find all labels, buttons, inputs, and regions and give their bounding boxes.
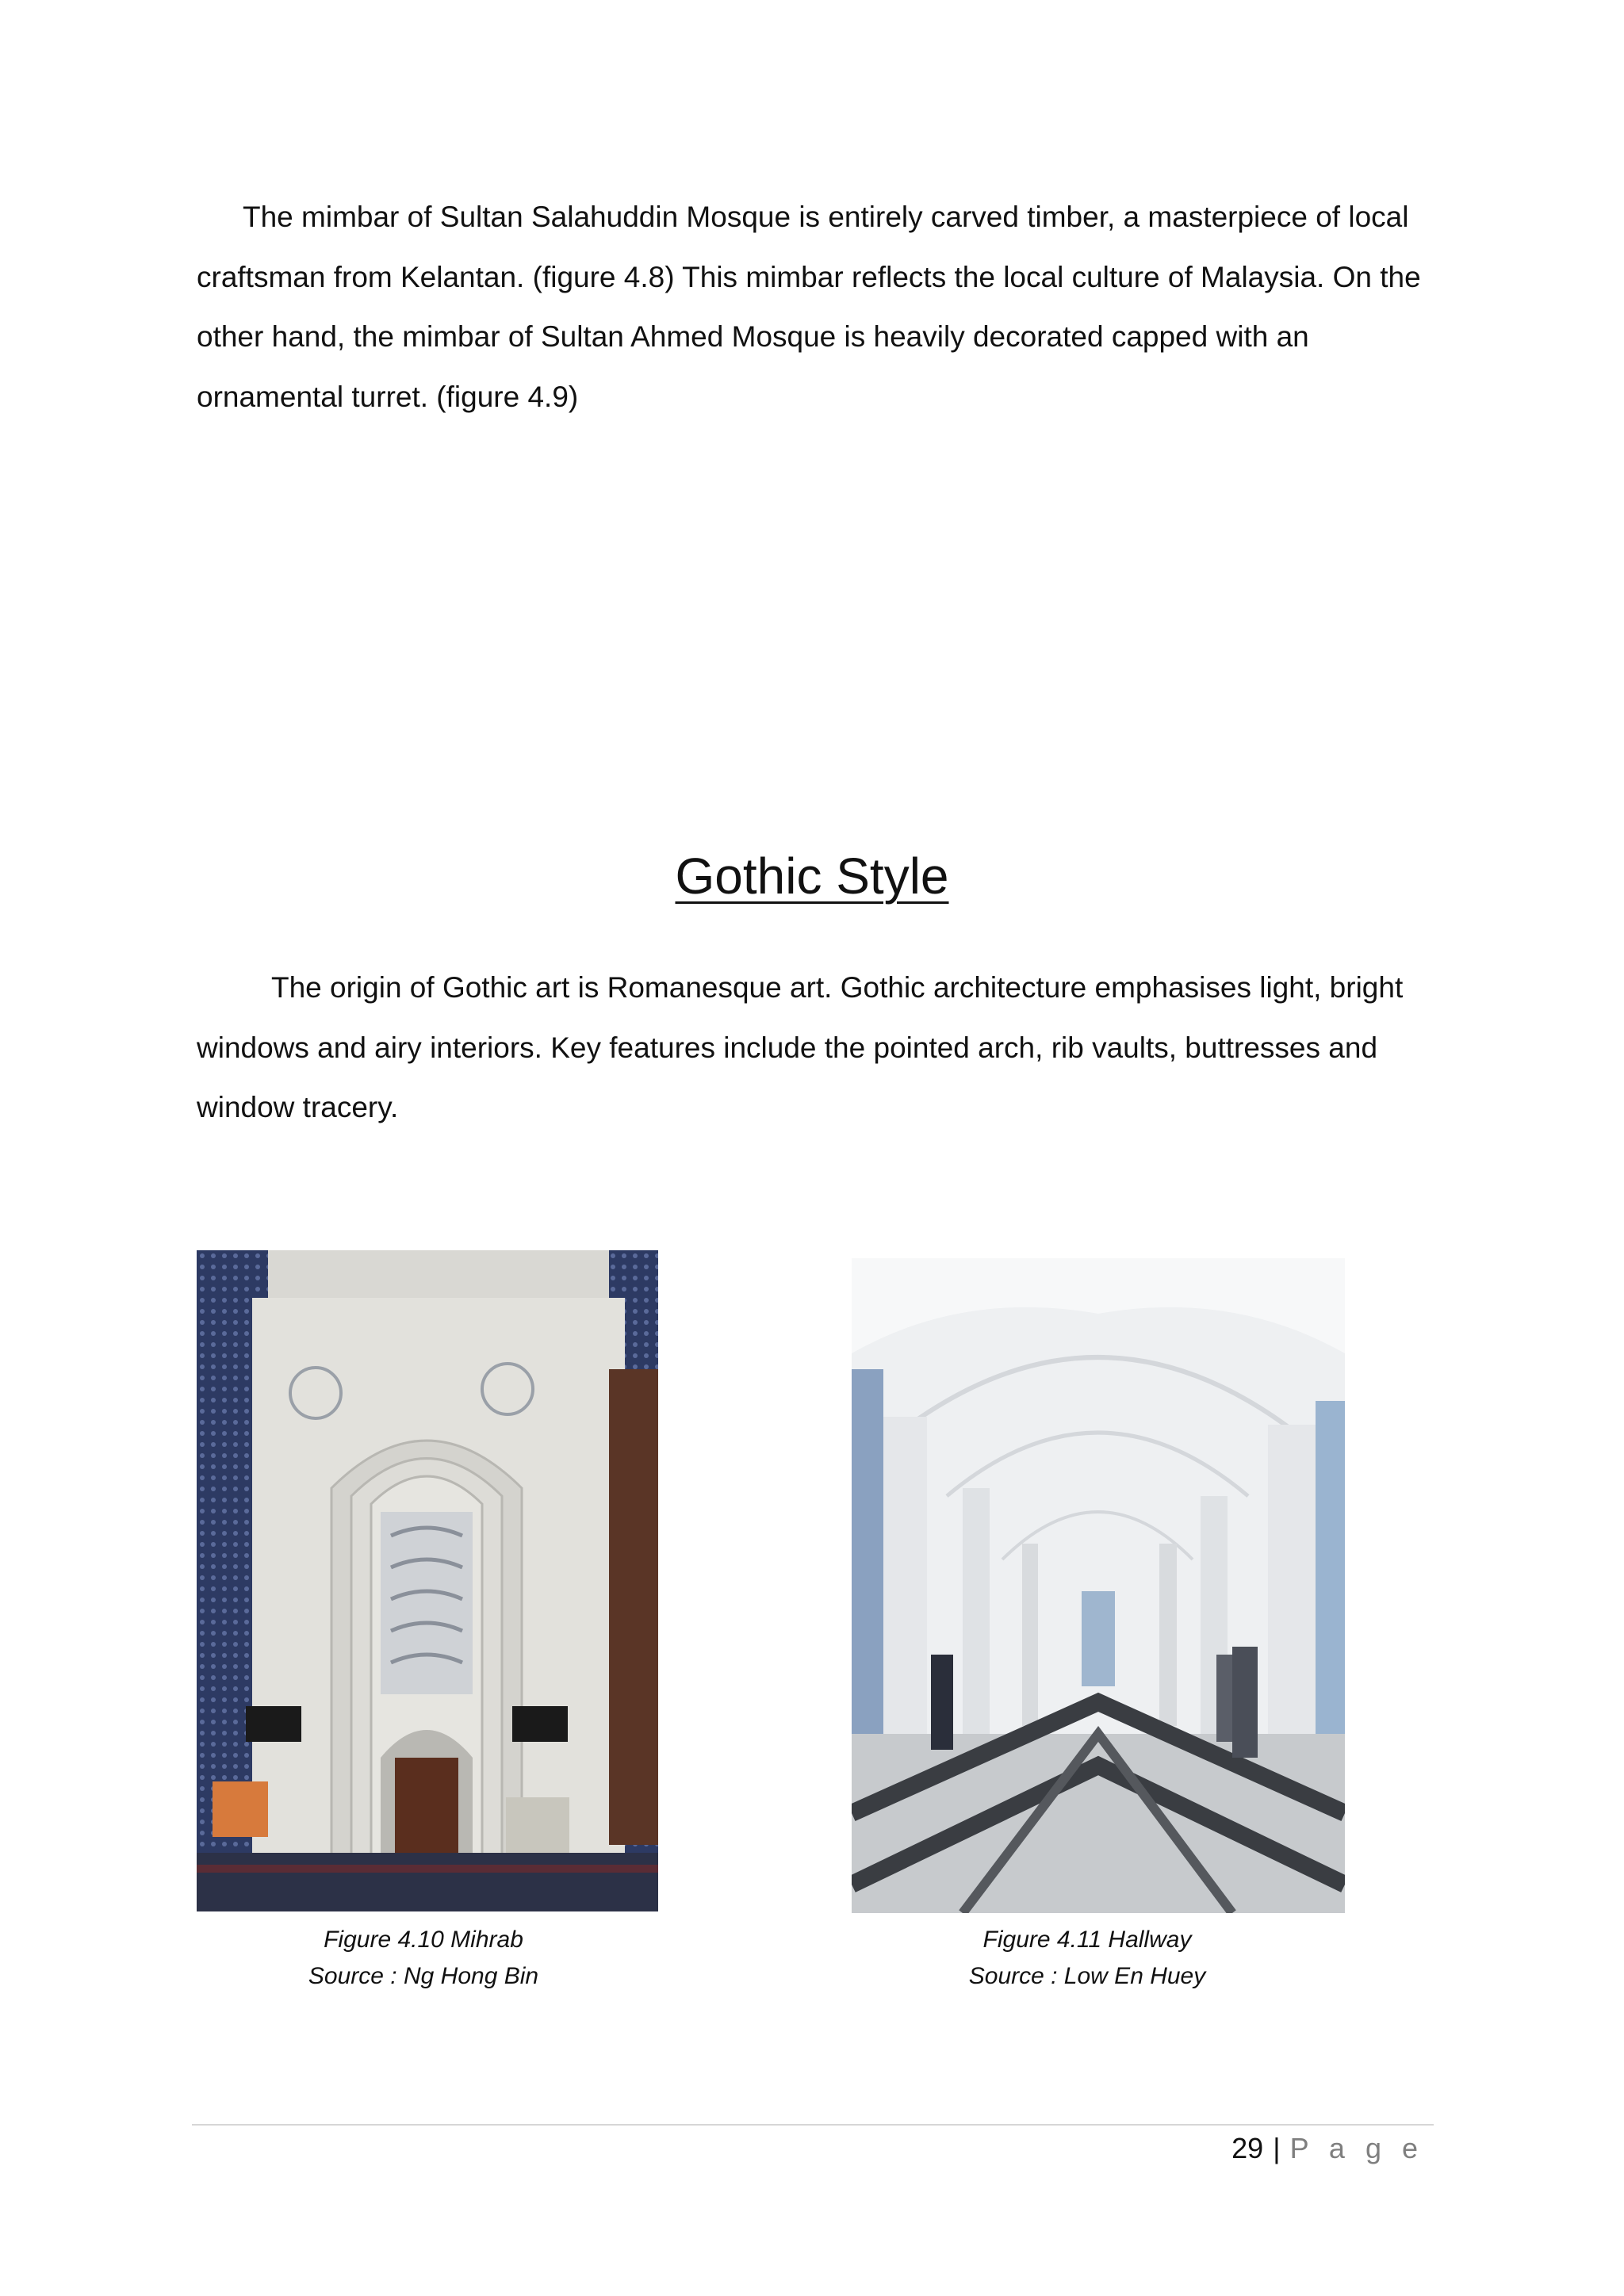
paragraph-gothic	[197, 958, 1427, 1138]
paragraph-mimbar	[197, 187, 1427, 427]
footer-divider	[192, 2124, 1434, 2126]
paragraph-gothic-text: The origin of Gothic art is Romanesque art. Gothic architecture emphasises light, bright windows and airy interiors. Key features include the pointed arch, rib vaults, buttresses and window tracery.	[197, 971, 1404, 1123]
figure-hallway-caption-source: Source : Low En Huey	[968, 1963, 1206, 1989]
page-footer	[1231, 2131, 1424, 2166]
figure-mihrab-caption	[197, 1922, 650, 1995]
paragraph-mimbar-text: The mimbar of Sultan Salahuddin Mosque is entirely carved timber, a masterpiece of local craftsman from Kelantan. (figure 4.8) This mimbar reflects the local culture of Malaysia. On the other hand, the mimbar of Sultan Ahmed Mosque is heavily decorated capped with an ornamental turret. (figure 4.9)	[197, 201, 1421, 413]
figure-hallway-caption	[852, 1922, 1323, 1995]
footer-separator: |	[1273, 2132, 1281, 2164]
figure-hallway-caption-title: Figure 4.11 Hallway	[982, 1927, 1192, 1953]
figure-mihrab-caption-title: Figure 4.10 Mihrab	[324, 1927, 523, 1953]
figure-mihrab-photo	[197, 1250, 658, 1911]
page-number: 29	[1231, 2132, 1264, 2164]
page-label: P a g e	[1289, 2132, 1424, 2164]
figure-hallway-photo	[852, 1258, 1345, 1913]
section-heading: Gothic Style	[675, 848, 949, 905]
figure-mihrab-caption-source: Source : Ng Hong Bin	[308, 1963, 539, 1989]
